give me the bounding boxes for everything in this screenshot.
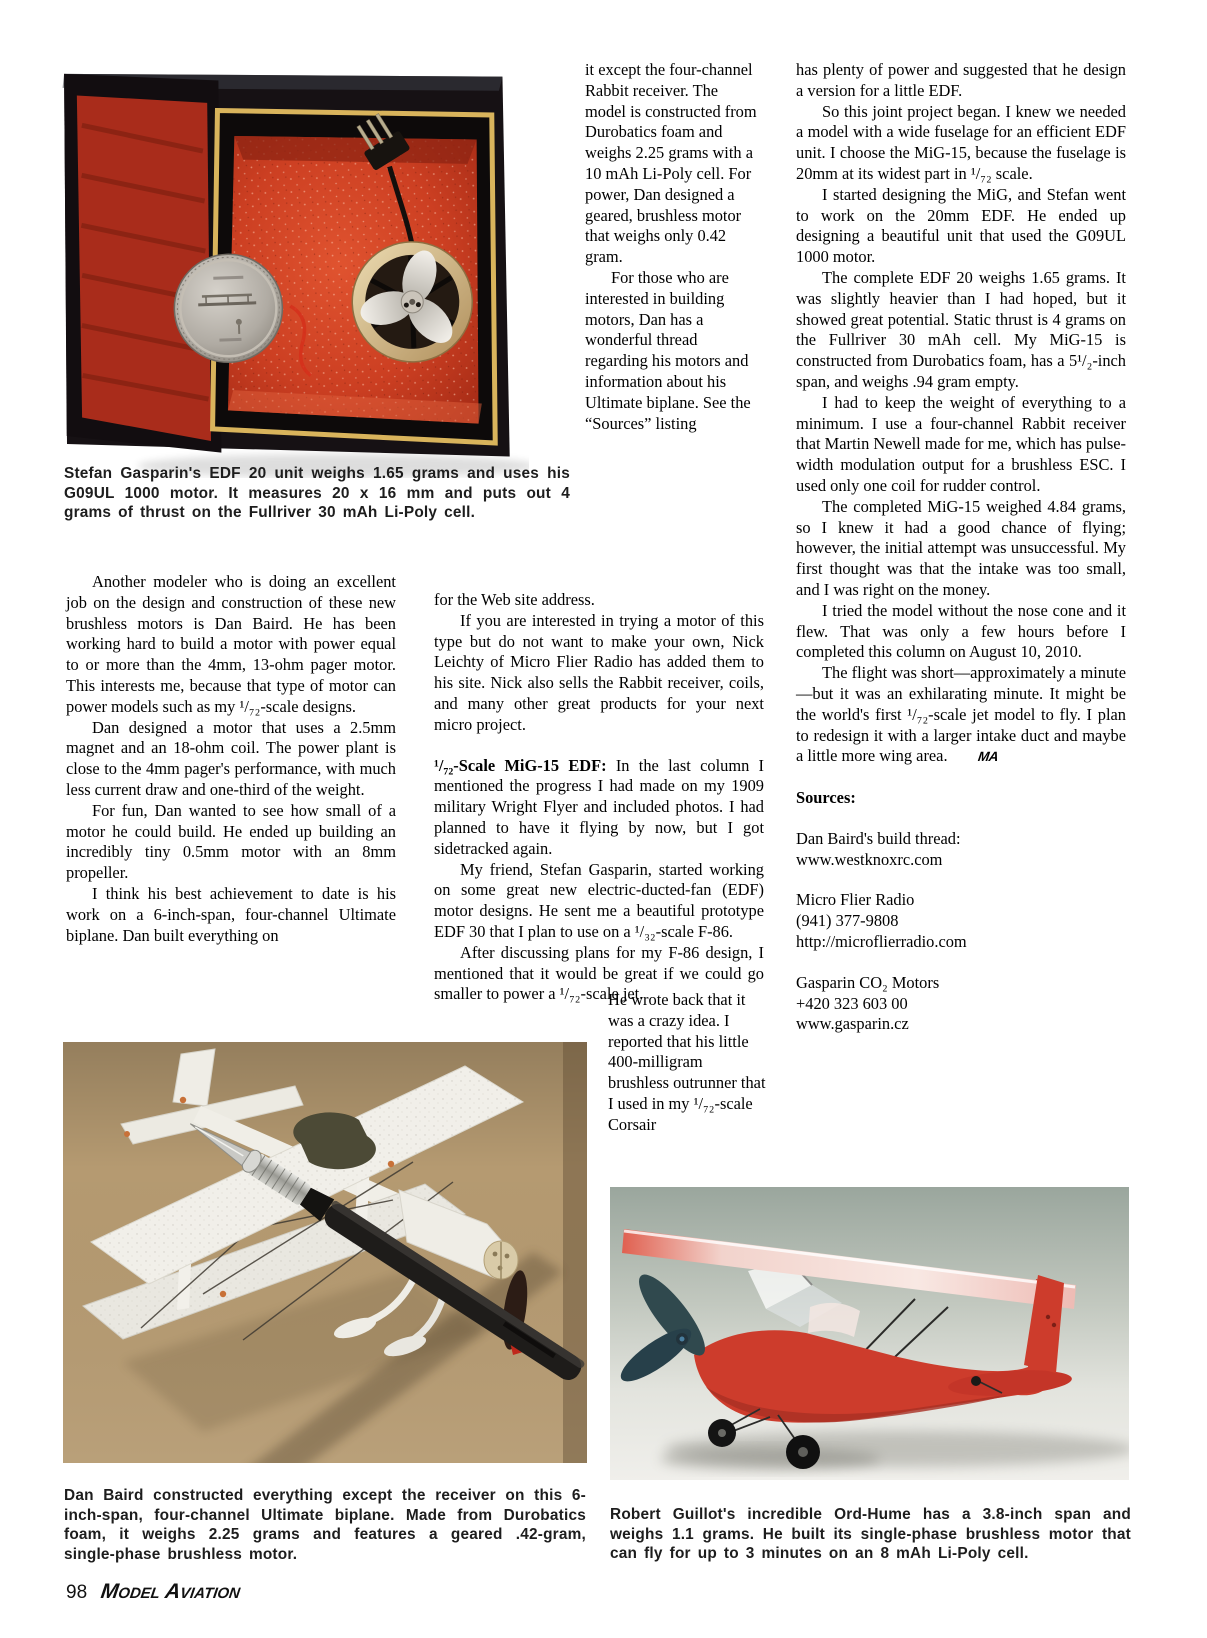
- ord-hume-illustration: [610, 1187, 1129, 1480]
- source-line: Dan Baird's build thread:: [796, 828, 961, 848]
- source-phone: (941) 377-9808: [796, 911, 899, 931]
- coil-dot: [180, 1097, 186, 1103]
- source-line: Gasparin CO₂ Motors: [796, 972, 940, 992]
- source-url: www.westknoxrc.com: [796, 849, 943, 869]
- page-footer: [66, 1580, 240, 1604]
- paragraph: So this joint project began. I knew we needed a model with a wide fuselage for an efficient EDF unit. I choose the MiG-15, because the fuselage is 20mm at its widest part in ¹/₇₂ scale.: [796, 101, 1126, 183]
- paragraph: it except the four-channel Rabbit receiver. The model is constructed from Durobatics foam and weighs 2.25 grams with a 10 mAh Li-Poly cell. For power, Dan designed a geared, brushless motor that weighs only 0.42 gram.: [585, 60, 757, 267]
- source-url: http://microflierradio.com: [796, 932, 967, 952]
- paragraph: For those who are interested in building motors, Dan has a wonderful thread regarding his motors and information about his Ultimate biplane. See the “Sources” listing: [585, 267, 751, 433]
- sources-section: [796, 788, 1126, 1035]
- section-heading: ¹/₇₂-Scale MiG-15 EDF:: [434, 755, 607, 775]
- article-column-3: [796, 60, 1126, 1035]
- paragraph: I had to keep the weight of everything to a minimum. I use a four-channel Rabbit receiver that Martin Newell made for me, which has pulse-width modulation output for a brushless ESC. I used only one coil for rudder control.: [796, 392, 1126, 495]
- paragraph: The completed MiG-15 weighed 4.84 grams, so I knew it had a good chance of flying; however, the initial attempt was unsuccessful. My first thought was that the intake was too small, and I was right on the money.: [796, 496, 1126, 599]
- paragraph-mig15-heading: [434, 756, 764, 860]
- magazine-logo: Model Aviation: [99, 1580, 242, 1603]
- article-column-2-top: [585, 60, 763, 434]
- photo-caption-biplane: Dan Baird constructed everything except the receiver on this 6-inch-span, four-channel Ultimate biplane. Made from Durobatics foam, it weighs 2.25 grams and features a geared .42-gram, single-phase brushless motor.: [64, 1487, 586, 1563]
- article-column-2-wrap: [608, 990, 766, 1136]
- paragraph: I think his best achievement to date is his work on a 6-inch-span, four-channel Ultimate biplane. Dan built everything on: [66, 883, 396, 945]
- section-heading-text: In the last column I mentioned the progress I had made on my 1909 military Wright Flyer and included photos. I had planned to have it flying by now, but I got sidetracked again.: [434, 755, 764, 858]
- photo-edf-box: [57, 58, 529, 478]
- photo-caption-edf-box: Stefan Gasparin's EDF 20 unit weighs 1.65 grams and uses his G09UL 1000 motor. It measures 20 x 16 mm and puts out 4 grams of thrust on the Fullriver 30 mAh Li-Poly cell.: [64, 465, 570, 522]
- paragraph: Another modeler who is doing an excellent job on the design and construction of these new brushless motors is Dan Baird. He has been working hard to build a motor with power equal to or more than the 4mm, 13-ohm pager motor. This interests me, because that type of motor can power models such as my ¹/₇₂-scale designs.: [66, 572, 396, 716]
- article-column-1: [66, 572, 396, 946]
- biplane-illustration: [63, 1042, 587, 1463]
- paragraph-final: [796, 663, 1126, 768]
- paragraph: for the Web site address.: [434, 590, 595, 609]
- closing-text: The flight was short—approximately a minute—but it was an exhilarating minute. It might be the world's first ¹/₇₂-scale jet model to fly. I plan to redesign it with a larger intake duct and maybe a little more wing area.: [796, 663, 1126, 766]
- paragraph: Dan designed a motor that uses a 2.5mm magnet and an 18-ohm coil. The power plant is close to the 4mm pager's performance, with much less current draw and one-third of the weight.: [66, 717, 396, 799]
- sources-heading: Sources:: [796, 788, 856, 808]
- ma-endmark-icon: MA: [976, 749, 999, 765]
- photo-caption-ord-hume: Robert Guillot's incredible Ord-Hume has a 3.8-inch span and weighs 1.1 grams. He built its single-phase brushless motor that can fly for up to 3 minutes on an 8 mAh Li-Poly cell.: [610, 1506, 1131, 1563]
- edf-box-illustration: [57, 58, 529, 478]
- photo-ord-hume: [610, 1187, 1129, 1480]
- paragraph: I started designing the MiG, and Stefan went to work on the 20mm EDF. He ended up designing a beautiful unit that used the G09UL 1000 motor.: [796, 184, 1126, 267]
- paragraph: After discussing plans for my F-86 design, I mentioned that it would be great if we could go smaller to power a ¹/₇₂-scale jet.: [434, 942, 764, 1004]
- paragraph: I tried the model without the nose cone and it flew. That was only a few hours before I completed this column on August 10, 2010.: [796, 600, 1126, 662]
- page-number: 98: [66, 1582, 88, 1603]
- paragraph: The complete EDF 20 weighs 1.65 grams. It was slightly heavier than I had hoped, but it showed great potential. Static thrust is 4 grams on the Fullriver 30 mAh cell. My MiG-15 is constructed from Durobatics foam, has a 5¹/₂-inch span, and weighs .94 gram empty.: [796, 267, 1126, 391]
- paragraph: If you are interested in trying a motor of this type but do not want to make your own, Nick Leichty of Micro Flier Radio has added them to his site. Nick also sells the Rabbit receiver, coils, and many other great products for your next micro project.: [434, 610, 764, 734]
- source-line: Micro Flier Radio: [796, 890, 915, 910]
- tail-wheel: [971, 1376, 981, 1386]
- photo-biplane: [63, 1042, 587, 1463]
- paragraph: For fun, Dan wanted to see how small of a motor he could build. He ended up building an incredibly tiny 0.5mm motor with an 8mm propeller.: [66, 800, 396, 883]
- paragraph: My friend, Stefan Gasparin, started working on some great new electric-ducted-fan (EDF) motor designs. He sent me a beautiful prototype EDF 30 that I plan to use on a ¹/₃₂-scale F-86.: [434, 859, 764, 941]
- source-phone: +420 323 603 00: [796, 993, 908, 1013]
- paragraph: He wrote back that it was a crazy idea. I reported that his little 400-milligram brushless outrunner that I used in my ¹/₇₂-scale Corsair: [608, 990, 766, 1134]
- paragraph: has plenty of power and suggested that he design a version for a little EDF.: [796, 60, 1126, 100]
- source-url: www.gasparin.cz: [796, 1014, 909, 1034]
- article-column-2-main: [434, 590, 764, 1005]
